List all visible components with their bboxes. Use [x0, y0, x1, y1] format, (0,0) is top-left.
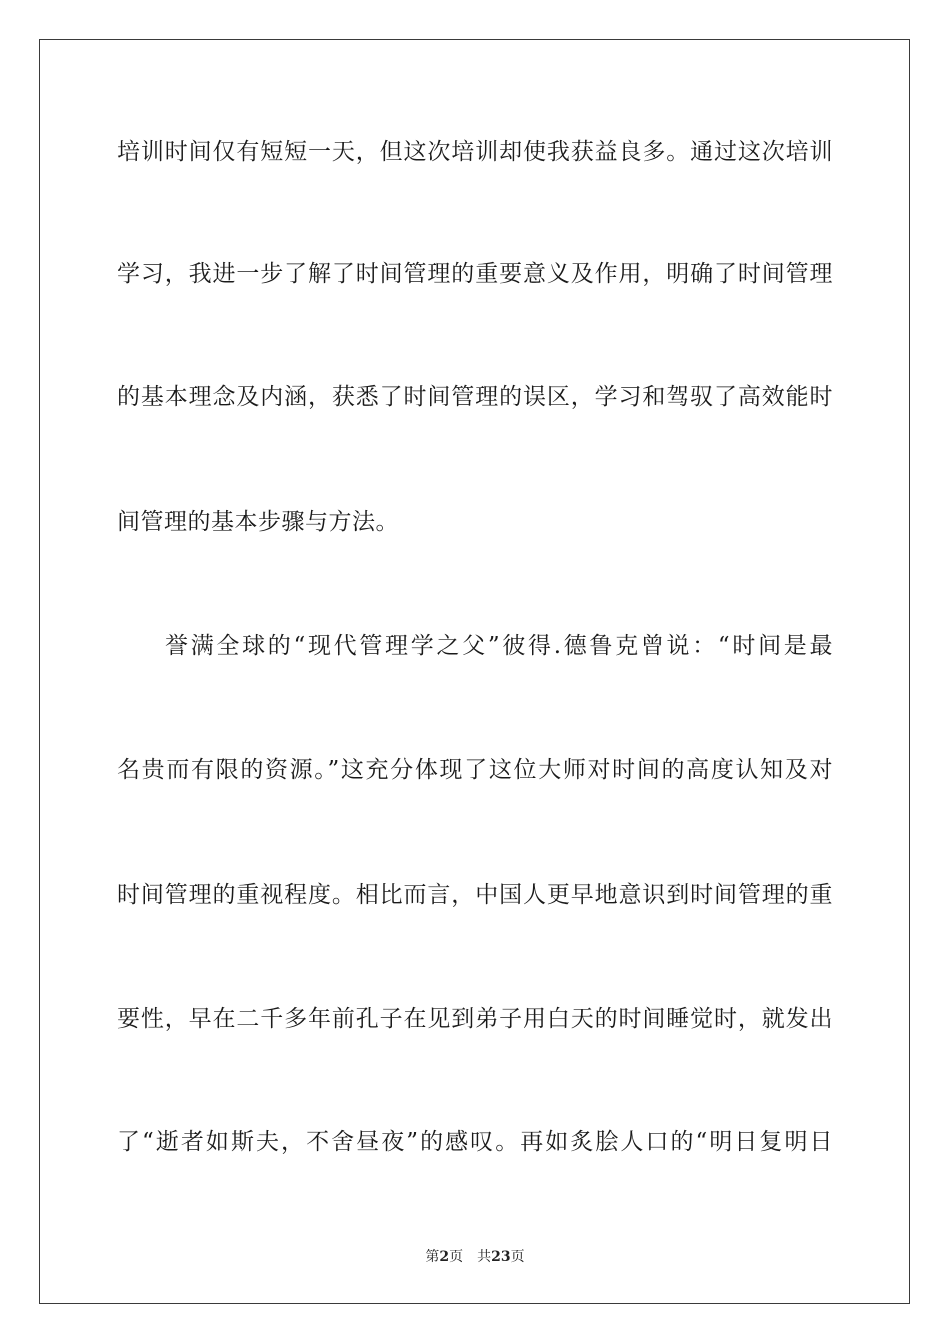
paragraph-line: 名贵而有限的资源。”这充分体现了这位大师对时间的高度认知及对 — [117, 757, 833, 783]
page-number: 2 — [439, 1249, 450, 1265]
page-footer — [0, 1248, 950, 1266]
paragraph-line: 誉满全球的“现代管理学之父”彼得.德鲁克曾说：“时间是最 — [165, 633, 833, 659]
paragraph-line: 要性，早在二千多年前孔子在见到弟子用白天的时间睡觉时，就发出 — [117, 1006, 833, 1032]
page-border — [39, 39, 910, 1304]
paragraph-line: 学习，我进一步了解了时间管理的重要意义及作用，明确了时间管理 — [117, 261, 833, 287]
paragraph-line: 的基本理念及内涵，获悉了时间管理的误区，学习和驾驭了高效能时 — [117, 384, 833, 410]
page-prefix: 第 — [425, 1249, 440, 1265]
paragraph-line: 培训时间仅有短短一天，但这次培训却使我获益良多。通过这次培训 — [117, 139, 833, 165]
paragraph-line: 间管理的基本步骤与方法。 — [117, 509, 399, 535]
total-prefix: 共 — [477, 1249, 492, 1265]
total-pages: 23 — [491, 1249, 511, 1265]
page-suffix: 页 — [449, 1249, 464, 1265]
total-suffix: 页 — [510, 1249, 525, 1265]
paragraph-line: 时间管理的重视程度。相比而言，中国人更早地意识到时间管理的重 — [117, 882, 833, 908]
paragraph-line: 了“逝者如斯夫，不舍昼夜”的感叹。再如炙脍人口的“明日复明日 — [117, 1129, 833, 1155]
